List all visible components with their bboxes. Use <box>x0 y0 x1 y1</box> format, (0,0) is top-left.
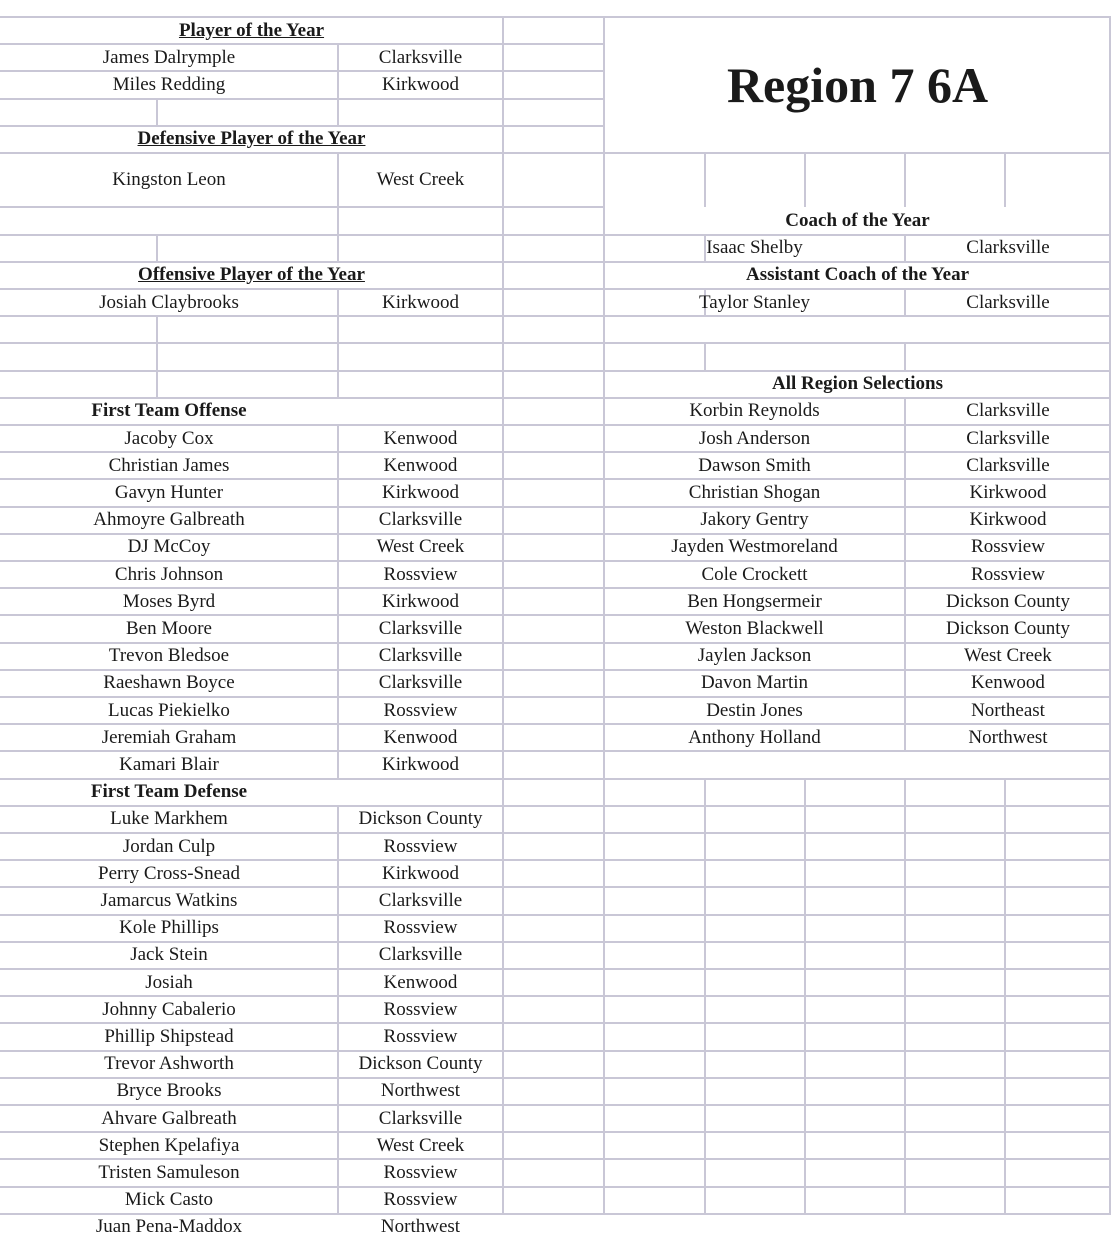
all-region-player-school: Northwest <box>968 726 1048 748</box>
grid-line <box>604 832 1111 834</box>
grid-line <box>904 860 906 887</box>
grid-line <box>704 887 706 914</box>
defense-player-name: Phillip Shipstead <box>104 1025 234 1047</box>
grid-line <box>704 942 706 969</box>
grid-line <box>1004 1105 1006 1132</box>
all-region-player-name: Christian Shogan <box>688 481 821 503</box>
grid-line <box>156 99 158 126</box>
defense-player-name: Jordan Culp <box>122 835 216 857</box>
grid-line <box>1004 1078 1006 1105</box>
player-school: Kirkwood <box>381 291 460 313</box>
all-region-player-name: Jaylen Jackson <box>697 645 812 667</box>
grid-line <box>904 942 906 969</box>
grid-line <box>604 778 1111 780</box>
grid-line <box>604 1186 1111 1188</box>
grid-line <box>804 833 806 860</box>
grid-line <box>1004 915 1006 942</box>
defense-player-school: Kenwood <box>383 971 458 993</box>
grid-line <box>904 887 906 914</box>
grid-line <box>704 860 706 887</box>
offense-player-name: Jacoby Cox <box>124 427 214 449</box>
player-of-year-heading: Player of the Year <box>178 19 325 41</box>
defense-player-school: Rossview <box>383 835 458 857</box>
defense-player-name: Luke Markhem <box>110 808 228 830</box>
defense-player-school: Rossview <box>383 1161 458 1183</box>
grid-line <box>904 1078 906 1105</box>
player-name: James Dalrymple <box>102 46 236 68</box>
all-region-player-name: Josh Anderson <box>698 427 811 449</box>
grid-line <box>604 1104 1111 1106</box>
all-region-player-name: Ben Hongsermeir <box>687 590 822 612</box>
grid-line <box>804 969 806 996</box>
grid-line <box>804 996 806 1023</box>
offense-player-school: West Creek <box>376 536 465 558</box>
offense-player-name: Moses Byrd <box>122 590 216 612</box>
all-region-player-school: Kirkwood <box>969 509 1047 531</box>
all-region-player-name: Dawson Smith <box>698 454 811 476</box>
page-title: Region 7 6A <box>726 57 989 113</box>
offense-player-name: Gavyn Hunter <box>114 481 224 503</box>
grid-line <box>904 1187 906 1214</box>
offense-player-school: Kenwood <box>383 427 458 449</box>
defense-player-school: Rossview <box>383 998 458 1020</box>
offense-player-name: Chris Johnson <box>114 563 224 585</box>
grid-line <box>704 833 706 860</box>
all-region-player-name: Weston Blackwell <box>685 617 824 639</box>
grid-line <box>704 153 706 207</box>
defense-player-school: Rossview <box>383 917 458 939</box>
offense-player-school: Kirkwood <box>381 753 460 775</box>
grid-line <box>337 343 339 370</box>
grid-line <box>337 207 339 234</box>
player-name: Josiah Claybrooks <box>99 291 239 313</box>
defense-player-school: Rossview <box>383 1189 458 1211</box>
grid-line <box>804 887 806 914</box>
grid-line <box>604 859 1111 861</box>
grid-line <box>1004 1132 1006 1159</box>
defense-player-name: Bryce Brooks <box>116 1080 222 1102</box>
all-region-player-name: Cole Crockett <box>701 563 808 585</box>
all-region-player-school: Kenwood <box>971 672 1045 694</box>
grid-line <box>337 316 339 343</box>
grid-line <box>337 371 339 398</box>
grid-line <box>804 1078 806 1105</box>
assistant-coach-school: Clarksville <box>966 291 1050 313</box>
offense-player-name: Ahmoyre Galbreath <box>93 509 245 531</box>
offense-player-name: Kamari Blair <box>119 753 219 775</box>
all-region-player-name: Davon Martin <box>700 672 809 694</box>
defense-player-school: Kirkwood <box>381 862 460 884</box>
grid-line <box>1004 779 1006 806</box>
first-team-offense-heading: First Team Offense <box>91 400 247 422</box>
all-region-player-school: West Creek <box>964 645 1052 667</box>
offense-player-school: Rossview <box>383 699 458 721</box>
grid-line <box>704 1078 706 1105</box>
offense-player-school: Kirkwood <box>381 481 460 503</box>
grid-line <box>0 234 604 236</box>
grid-line <box>337 99 339 126</box>
grid-line <box>804 779 806 806</box>
grid-line <box>0 370 604 372</box>
defense-player-school: Clarksville <box>378 889 463 911</box>
offense-player-school: Clarksville <box>378 509 463 531</box>
coach-school: Clarksville <box>966 237 1050 259</box>
defense-player-school: Northwest <box>380 1216 461 1238</box>
grid-line <box>804 1051 806 1078</box>
grid-line <box>804 153 806 207</box>
defense-player-name: Kole Phillips <box>119 917 219 939</box>
grid-line <box>704 1051 706 1078</box>
grid-line <box>1004 153 1006 207</box>
all-region-player-name: Korbin Reynolds <box>689 400 820 422</box>
grid-line <box>704 806 706 833</box>
offense-player-school: Kenwood <box>383 454 458 476</box>
grid-line <box>804 1159 806 1186</box>
defense-player-school: Clarksville <box>378 944 463 966</box>
offense-player-school: Clarksville <box>378 645 463 667</box>
grid-line <box>904 779 906 806</box>
defense-player-name: Jamarcus Watkins <box>100 889 238 911</box>
grid-line <box>604 941 1111 943</box>
all-region-player-school: Rossview <box>971 563 1045 585</box>
grid-line <box>904 1051 906 1078</box>
grid-line <box>904 343 906 370</box>
grid-line <box>904 996 906 1023</box>
grid-line <box>604 968 1111 970</box>
grid-line <box>904 833 906 860</box>
grid-line <box>904 1159 906 1186</box>
offense-player-name: Raeshawn Boyce <box>103 672 235 694</box>
all-region-heading: All Region Selections <box>772 373 943 395</box>
grid-line <box>604 1050 1111 1052</box>
assistant-coach-heading: Assistant Coach of the Year <box>745 264 970 286</box>
grid-line <box>704 1132 706 1159</box>
grid-line <box>604 342 1111 344</box>
defense-player-school: Rossview <box>383 1025 458 1047</box>
grid-line <box>904 153 906 207</box>
all-region-player-name: Destin Jones <box>706 699 803 721</box>
offense-player-school: Kirkwood <box>381 590 460 612</box>
player-name: Kingston Leon <box>112 169 226 191</box>
defense-player-school: West Creek <box>376 1134 465 1156</box>
grid-line <box>1004 969 1006 996</box>
player-school: West Creek <box>376 169 465 191</box>
offense-player-school: Clarksville <box>378 672 463 694</box>
grid-line <box>1004 1187 1006 1214</box>
grid-line <box>604 914 1111 916</box>
all-region-player-school: Rossview <box>971 536 1045 558</box>
grid-line <box>804 915 806 942</box>
defense-player-school: Dickson County <box>358 808 483 830</box>
grid-line <box>604 1077 1111 1079</box>
grid-line <box>904 806 906 833</box>
grid-line <box>1004 1023 1006 1050</box>
grid-line <box>156 343 158 370</box>
grid-line <box>156 235 158 262</box>
grid-line <box>604 1131 1111 1133</box>
grid-line <box>1004 1051 1006 1078</box>
grid-line <box>904 1132 906 1159</box>
coach-of-year-heading: Coach of the Year <box>785 209 930 231</box>
grid-line <box>1004 996 1006 1023</box>
offense-player-school: Kenwood <box>383 726 458 748</box>
grid-line <box>337 235 339 262</box>
grid-line <box>1004 887 1006 914</box>
player-name: Miles Redding <box>112 73 226 95</box>
defense-player-school: Clarksville <box>378 1107 463 1129</box>
offense-player-name: Christian James <box>108 454 230 476</box>
defense-player-name: Stephen Kpelafiya <box>98 1134 240 1156</box>
defense-player-school: Northwest <box>380 1080 461 1102</box>
grid-line <box>604 886 1111 888</box>
grid-line <box>156 371 158 398</box>
offense-player-school: Clarksville <box>378 617 463 639</box>
first-team-defense-heading: First Team Defense <box>90 781 248 803</box>
grid-line <box>1004 1159 1006 1186</box>
defense-player-name: Ahvare Galbreath <box>101 1107 237 1129</box>
defense-player-name: Juan Pena-Maddox <box>95 1216 243 1238</box>
offense-player-name: Jeremiah Graham <box>101 726 237 748</box>
grid-line <box>904 1105 906 1132</box>
all-region-player-name: Jayden Westmoreland <box>671 536 838 558</box>
all-region-player-school: Northeast <box>971 699 1045 721</box>
grid-line <box>604 1022 1111 1024</box>
player-school: Clarksville <box>378 46 463 68</box>
all-region-player-school: Dickson County <box>945 617 1071 639</box>
grid-line <box>1004 806 1006 833</box>
all-region-player-name: Anthony Holland <box>688 726 821 748</box>
offense-player-name: Trevon Bledsoe <box>108 645 230 667</box>
grid-line <box>704 1159 706 1186</box>
defense-player-name: Perry Cross-Snead <box>98 862 240 884</box>
grid-line <box>804 1105 806 1132</box>
grid-line <box>604 995 1111 997</box>
offense-player-name: DJ McCoy <box>127 536 211 558</box>
grid-line <box>704 1105 706 1132</box>
offense-player-school: Rossview <box>383 563 458 585</box>
all-region-player-school: Clarksville <box>966 454 1050 476</box>
grid-line <box>704 343 706 370</box>
all-region-player-school: Kirkwood <box>969 481 1047 503</box>
offense-player-name: Lucas Piekielko <box>108 699 230 721</box>
grid-line <box>804 1132 806 1159</box>
grid-line <box>804 1187 806 1214</box>
grid-line <box>804 860 806 887</box>
grid-line <box>704 969 706 996</box>
coach-name: Isaac Shelby <box>706 237 803 259</box>
all-region-player-school: Clarksville <box>966 427 1050 449</box>
defense-player-name: Mick Casto <box>124 1189 214 1211</box>
defense-player-name: Johnny Cabalerio <box>102 998 236 1020</box>
grid-line <box>904 1023 906 1050</box>
grid-line <box>804 942 806 969</box>
grid-line <box>804 806 806 833</box>
all-region-player-school: Dickson County <box>945 590 1071 612</box>
defense-player-school: Dickson County <box>358 1053 483 1075</box>
defensive-player-heading: Defensive Player of the Year <box>137 128 366 150</box>
all-region-player-name: Jakory Gentry <box>700 509 809 531</box>
grid-line <box>704 996 706 1023</box>
defense-player-name: Tristen Samuleson <box>98 1161 240 1183</box>
grid-line <box>604 805 1111 807</box>
offensive-player-heading: Offensive Player of the Year <box>138 264 365 286</box>
grid-line <box>0 342 604 344</box>
player-school: Kirkwood <box>381 73 460 95</box>
grid-line <box>1004 860 1006 887</box>
grid-line <box>1004 942 1006 969</box>
grid-line <box>704 1187 706 1214</box>
defense-player-name: Josiah <box>145 971 193 993</box>
grid-line <box>804 1023 806 1050</box>
grid-line <box>604 1213 1111 1215</box>
offense-player-name: Ben Moore <box>125 617 212 639</box>
grid-line <box>904 915 906 942</box>
defense-player-name: Trevor Ashworth <box>104 1053 234 1075</box>
all-region-player-school: Clarksville <box>966 400 1050 422</box>
grid-line <box>704 915 706 942</box>
grid-line <box>904 969 906 996</box>
assistant-coach-name: Taylor Stanley <box>698 291 811 313</box>
defense-player-name: Jack Stein <box>130 944 208 966</box>
grid-line <box>604 1158 1111 1160</box>
grid-line <box>704 1023 706 1050</box>
grid-line <box>156 316 158 343</box>
grid-line <box>1004 833 1006 860</box>
grid-line <box>704 779 706 806</box>
